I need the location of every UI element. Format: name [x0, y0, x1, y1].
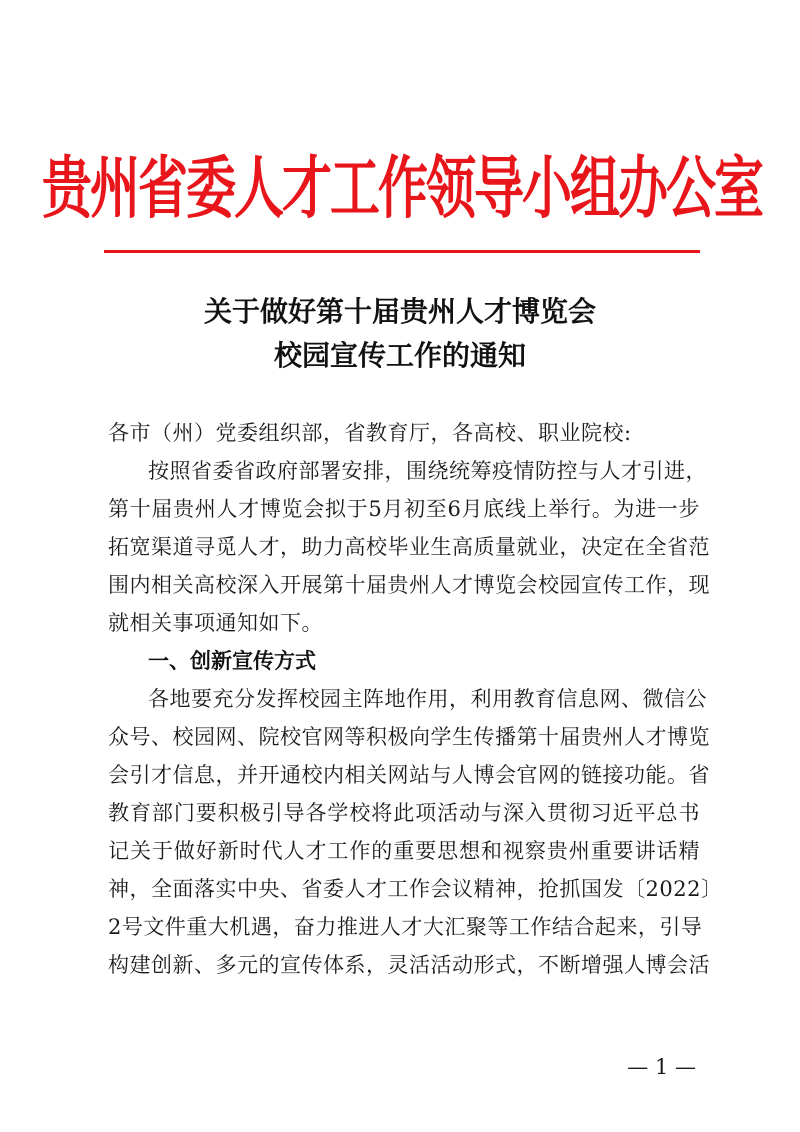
paragraph-2-line: 记关于做好新时代人才工作的重要思想和视察贵州重要讲话精 — [108, 839, 700, 863]
paragraph-2-line: 构建创新、多元的宣传体系，灵活活动形式，不断增强人博会活 — [108, 953, 710, 977]
paragraph-2-line: 会引才信息，并开通校内相关网站与人博会官网的链接功能。省 — [108, 763, 710, 787]
red-header-rule — [104, 250, 700, 253]
paragraph-1-line: 围内相关高校深入开展第十届贵州人才博览会校园宣传工作，现 — [108, 573, 710, 597]
salutation: 各市（州）党委组织部，省教育厅，各高校、职业院校: — [108, 421, 632, 445]
paragraph-2-line: 教育部门要积极引导各学校将此项活动与深入贯彻习近平总书 — [108, 801, 700, 825]
paragraph-2-line: 神，全面落实中央、省委人才工作会议精神，抢抓国发〔2022〕 — [108, 877, 723, 901]
paragraph-2-line: 各地要充分发挥校园主阵地作用，利用教育信息网、微信公 — [148, 687, 707, 711]
issuing-organization-header: 贵州省委人才工作领导小组办公室 — [42, 149, 762, 228]
page-number: — 1 — — [627, 1055, 696, 1079]
paragraph-2-line: 众号、校园网、院校官网等积极向学生传播第十届贵州人才博览 — [108, 725, 710, 749]
paragraph-1-line: 按照省委省政府部署安排，围绕统筹疫情防控与人才引进， — [148, 459, 707, 483]
paragraph-1-line: 拓宽渠道寻觅人才，助力高校毕业生高质量就业，决定在全省范 — [108, 535, 710, 559]
section-1-heading: 一、创新宣传方式 — [148, 649, 316, 673]
notice-title-line-2: 校园宣传工作的通知 — [273, 339, 526, 372]
notice-title-line-1: 关于做好第十届贵州人才博览会 — [203, 295, 596, 328]
paragraph-2-line: 2号文件重大机遇，奋力推进人才大汇聚等工作结合起来，引导 — [108, 915, 703, 939]
paragraph-1-line: 就相关事项通知如下。 — [108, 611, 323, 635]
paragraph-1-line: 第十届贵州人才博览会拟于5月初至6月底线上举行。为进一步 — [108, 497, 700, 521]
